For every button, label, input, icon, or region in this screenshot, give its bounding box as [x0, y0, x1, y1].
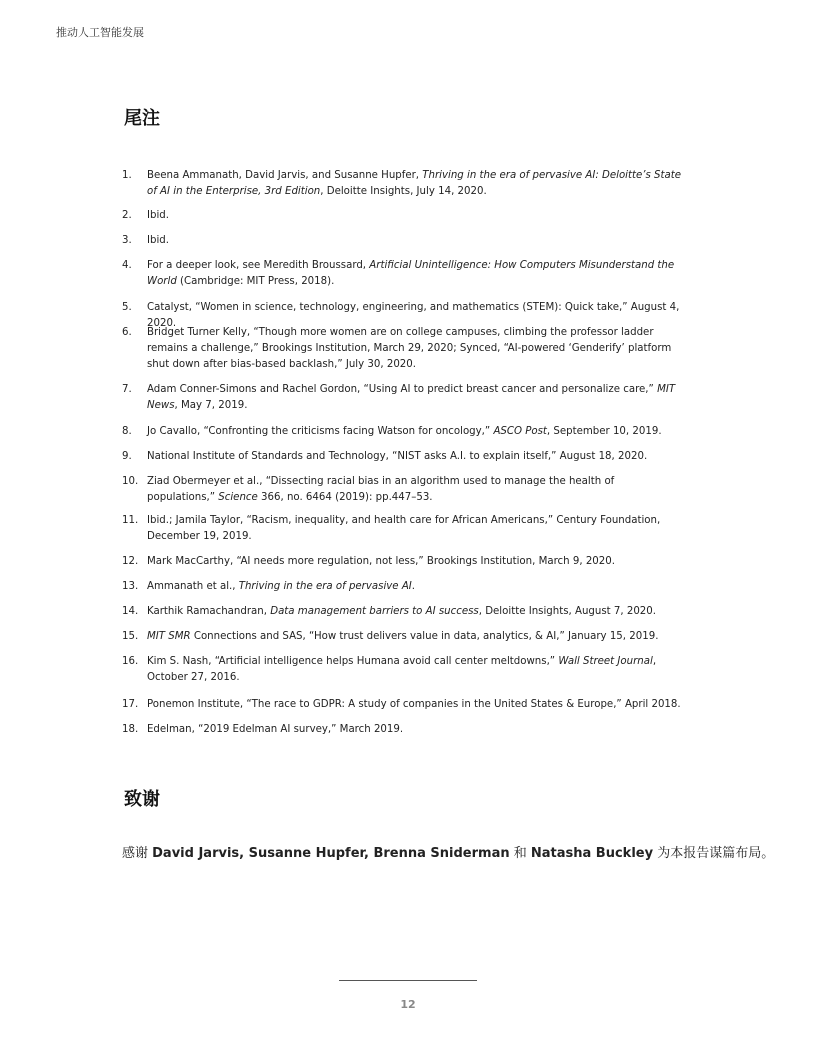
endnote-italic-segment: Data management barriers to AI success: [270, 606, 479, 617]
endnote-item: [122, 449, 682, 465]
endnote-item: [122, 325, 682, 373]
endnote-number: 18.: [122, 724, 139, 735]
endnote-item: [122, 233, 682, 249]
endnote-number: 8.: [122, 426, 132, 437]
endnotes-title: 尾注: [124, 108, 160, 129]
endnote-number: 9.: [122, 451, 132, 462]
endnote-text: [147, 654, 682, 686]
endnote-item: [122, 382, 682, 414]
ack-segment: 和: [509, 846, 531, 861]
endnote-number: 3.: [122, 235, 132, 246]
endnote-text: [147, 474, 682, 506]
endnote-item: [122, 654, 682, 686]
endnote-segment: , October 27, 2016.: [147, 656, 657, 683]
endnote-number: 10.: [122, 476, 139, 487]
running-header: 推动人工智能发展: [56, 26, 144, 39]
endnote-number: 11.: [122, 515, 139, 526]
endnote-segment: National Institute of Standards and Technology, “NIST asks A.I. to explain itself,” August 18, 2020.: [147, 451, 648, 462]
endnote-italic-segment: MIT SMR: [147, 631, 191, 642]
endnote-segment: For a deeper look, see Meredith Broussard,: [147, 260, 370, 271]
endnote-number: 5.: [122, 302, 132, 313]
endnote-italic-segment: Artificial Unintelligence: How Computers Misunderstand the World: [147, 260, 675, 287]
endnote-number: 7.: [122, 384, 132, 395]
endnote-segment: Catalyst, “Women in science, technology, engineering, and mathematics (STEM): Quick take,” August 4, 2020.: [147, 302, 680, 329]
endnote-number: 2.: [122, 210, 132, 221]
endnote-text: [147, 579, 682, 595]
endnote-item: [122, 208, 682, 224]
endnote-item: [122, 258, 682, 290]
endnote-item: [122, 579, 682, 595]
endnote-text: [147, 233, 682, 249]
endnote-text: [147, 325, 682, 373]
endnote-text: [147, 554, 682, 570]
endnote-segment: Beena Ammanath, David Jarvis, and Susanne Hupfer,: [147, 170, 423, 181]
endnote-italic-segment: Thriving in the era of pervasive AI: [238, 581, 412, 592]
endnote-text: [147, 382, 682, 414]
endnote-item: [122, 424, 682, 440]
endnote-segment: , Deloitte Insights, July 14, 2020.: [320, 186, 487, 197]
endnote-item: [122, 604, 682, 620]
endnote-segment: (Cambridge: MIT Press, 2018).: [176, 276, 335, 287]
ack-bold-segment: David Jarvis, Susanne Hupfer, Brenna Sniderman: [152, 846, 510, 861]
endnote-segment: Ziad Obermeyer et al., “Dissecting racial bias in an algorithm used to manage the health of populations,”: [147, 476, 615, 503]
endnote-italic-segment: Science: [218, 492, 258, 503]
endnote-segment: Mark MacCarthy, “AI needs more regulation, not less,” Brookings Institution, March 9, 2020.: [147, 556, 615, 567]
endnote-text: [147, 604, 682, 620]
endnote-text: [147, 168, 682, 200]
acknowledgements-title: 致谢: [124, 789, 160, 810]
endnote-number: 6.: [122, 327, 132, 338]
endnote-number: 14.: [122, 606, 139, 617]
endnote-item: [122, 168, 682, 200]
endnote-segment: Adam Conner-Simons and Rachel Gordon, “Using AI to predict breast cancer and personalize care,”: [147, 384, 658, 395]
page-number: 12: [400, 998, 416, 1011]
endnote-text: [147, 424, 682, 440]
endnote-italic-segment: ASCO Post: [493, 426, 547, 437]
endnote-item: [122, 474, 682, 506]
endnote-segment: Ponemon Institute, “The race to GDPR: A study of companies in the United States & Europe,” April 2018.: [147, 699, 681, 710]
endnote-segment: , May 7, 2019.: [174, 400, 248, 411]
endnote-text: [147, 722, 682, 738]
endnote-italic-segment: MIT News: [147, 384, 676, 411]
ack-bold-segment: Natasha Buckley: [530, 846, 654, 861]
endnote-number: 12.: [122, 556, 139, 567]
endnote-segment: Jo Cavallo, “Confronting the criticisms facing Watson for oncology,”: [147, 426, 494, 437]
endnote-segment: Ibid.: [147, 210, 170, 221]
endnote-number: 13.: [122, 581, 139, 592]
endnote-item: [122, 554, 682, 570]
acknowledgements-text: [122, 842, 775, 861]
endnote-item: [122, 697, 682, 713]
ack-segment: 为本报告谋篇布局。: [653, 846, 775, 861]
endnote-segment: Ibid.; Jamila Taylor, “Racism, inequality, and health care for African Americans,” Century Foundation, December 19, 2019.: [147, 515, 661, 542]
endnote-segment: .: [411, 581, 416, 592]
endnote-text: [147, 629, 682, 645]
endnote-number: 15.: [122, 631, 139, 642]
endnote-text: [147, 449, 682, 465]
endnote-number: 1.: [122, 170, 132, 181]
endnote-segment: Bridget Turner Kelly, “Though more women are on college campuses, climbing the professor ladder remains a challenge,” Brookings Institution, March 29, 2020; Synced, “AI-powered ‘Genderify’ platform shut down after bias-based backlash,” July 30, 2020.: [147, 327, 672, 370]
endnote-segment: Kim S. Nash, “Artificial intelligence helps Humana avoid call center meltdowns,”: [147, 656, 559, 667]
endnote-number: 4.: [122, 260, 132, 271]
endnote-segment: , September 10, 2019.: [546, 426, 662, 437]
endnote-segment: , Deloitte Insights, August 7, 2020.: [478, 606, 657, 617]
endnote-segment: 366, no. 6464 (2019): pp.447–53.: [257, 492, 433, 503]
endnote-segment: Ammanath et al.,: [147, 581, 239, 592]
endnote-italic-segment: Thriving in the era of pervasive AI: Deloitte’s State of AI in the Enterprise, 3rd Edition: [147, 170, 682, 197]
endnote-segment: Connections and SAS, “How trust delivers value in data, analytics, & AI,” January 15, 2019.: [190, 631, 659, 642]
endnote-text: [147, 258, 682, 290]
endnote-segment: Edelman, “2019 Edelman AI survey,” March 2019.: [147, 724, 404, 735]
endnote-segment: Karthik Ramachandran,: [147, 606, 271, 617]
endnote-italic-segment: Wall Street Journal: [558, 656, 653, 667]
endnote-segment: Ibid.: [147, 235, 170, 246]
endnote-text: [147, 697, 682, 713]
footer-rule: [339, 980, 477, 981]
endnote-item: [122, 513, 682, 545]
ack-segment: 感谢: [122, 846, 153, 861]
endnote-item: [122, 629, 682, 645]
endnote-text: [147, 513, 682, 545]
endnote-number: 17.: [122, 699, 139, 710]
endnote-item: [122, 722, 682, 738]
endnote-number: 16.: [122, 656, 139, 667]
endnote-text: [147, 208, 682, 224]
